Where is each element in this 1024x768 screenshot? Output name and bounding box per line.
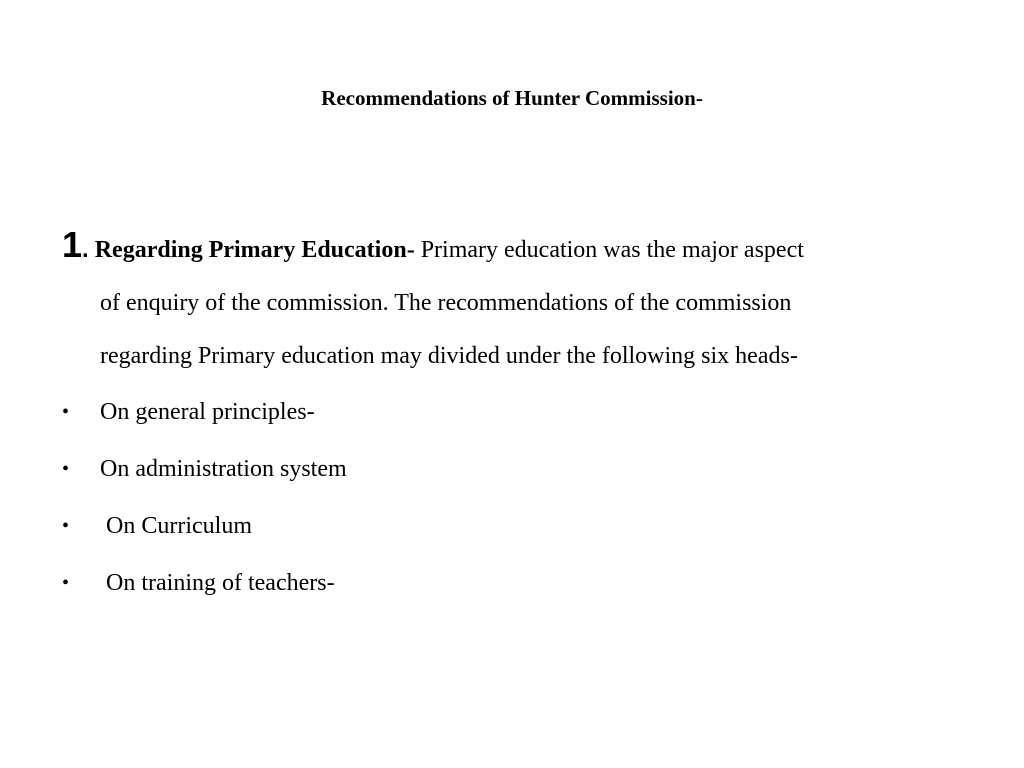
point-text-line-3: regarding Primary education may divided under the following six heads- <box>100 343 798 369</box>
point-heading: Regarding Primary Education- <box>94 237 415 263</box>
point-text-line-2: of enquiry of the commission. The recommendations of the commission <box>100 290 792 316</box>
list-item <box>62 384 962 441</box>
bullet-icon: • <box>62 458 70 480</box>
bullet-text: On administration system <box>100 456 347 482</box>
numbered-point <box>62 218 962 383</box>
bullet-text: On training of teachers- <box>100 570 335 596</box>
point-text-line-1: Primary education was the major aspect <box>414 237 804 263</box>
bullet-icon: • <box>62 572 70 594</box>
list-item <box>62 498 962 555</box>
point-number: 1 <box>62 224 83 265</box>
list-item <box>62 555 962 612</box>
bullet-icon: • <box>62 515 70 537</box>
list-item <box>62 441 962 498</box>
bullet-icon: • <box>62 401 70 423</box>
bullet-text: On general principles- <box>100 399 315 425</box>
bullet-list <box>62 384 962 612</box>
slide-title: Recommendations of Hunter Commission- <box>321 86 703 110</box>
bullet-text: On Curriculum <box>100 513 252 539</box>
point-number-dot: . <box>82 236 89 263</box>
